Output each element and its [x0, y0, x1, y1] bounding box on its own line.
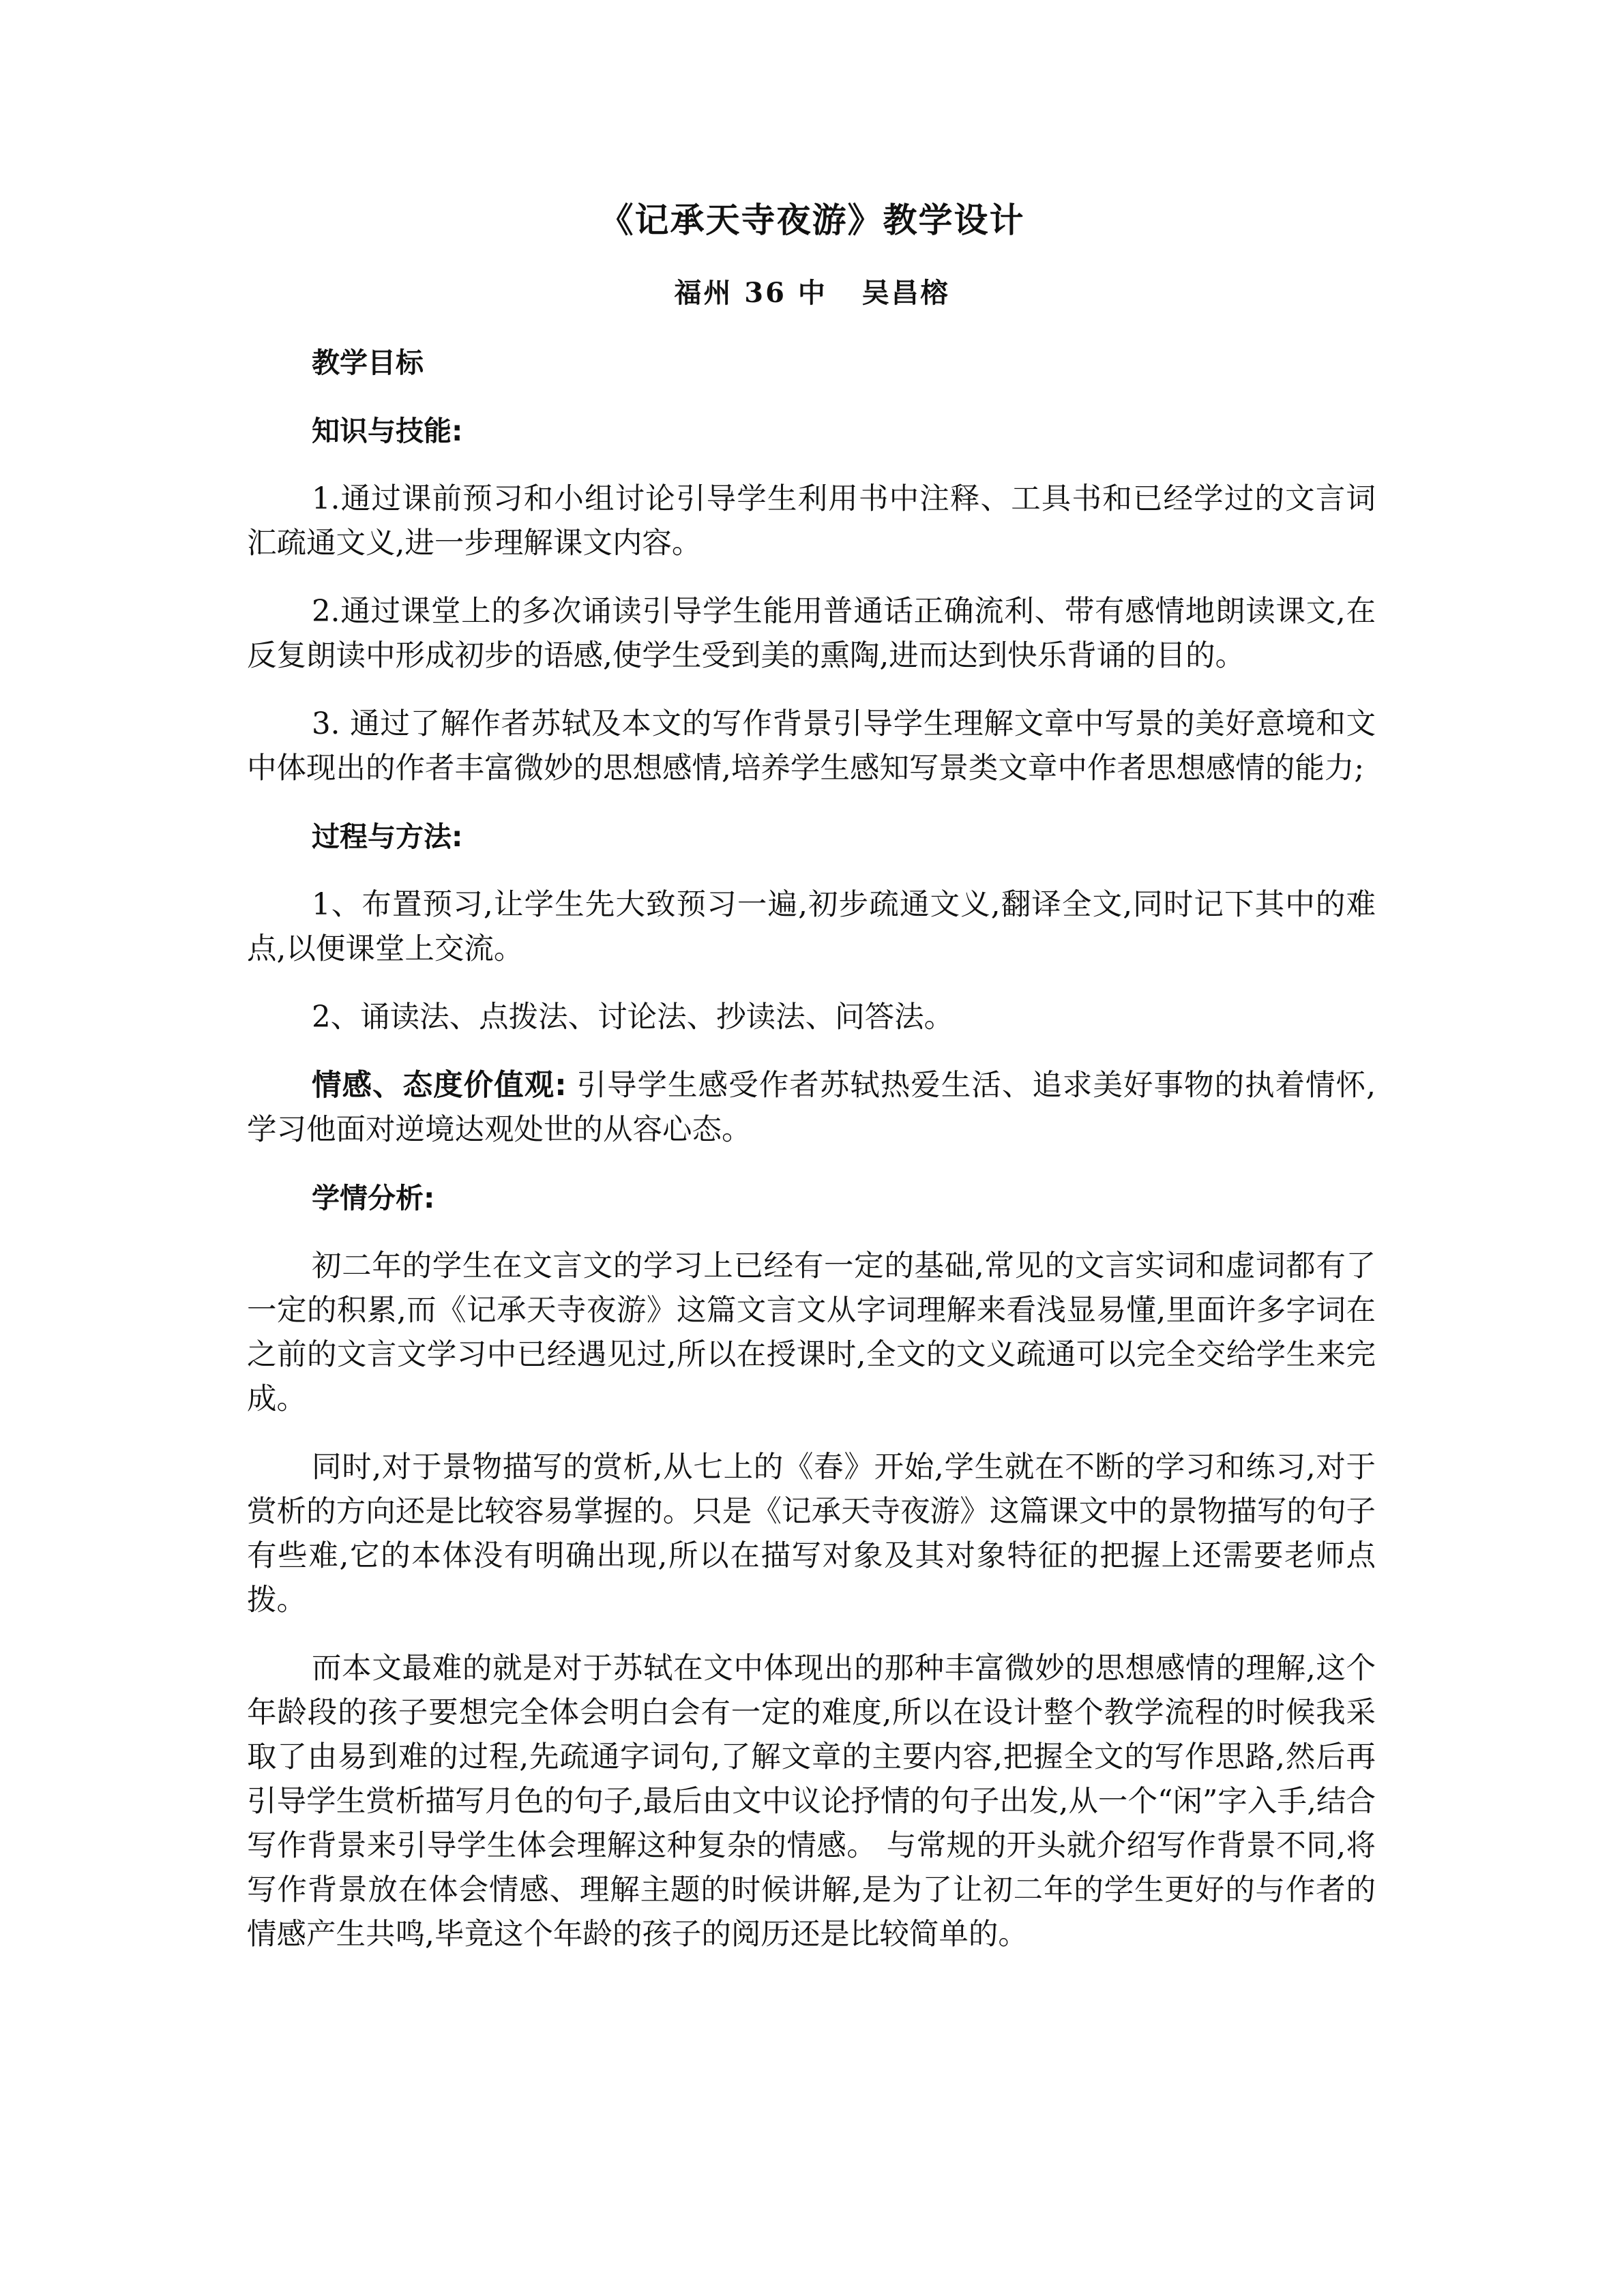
emotion-attitude-label: 情感、态度价值观:: [312, 1069, 567, 1103]
process-item-1: 1、布置预习,让学生先大致预习一遍,初步疏通文义,翻译全文,同时记下其中的难点,以便课堂上交流。: [247, 888, 1376, 966]
teaching-goals-heading: 教学目标: [312, 346, 424, 379]
emotion-attitude-text: 引导学生感受作者苏轼热爱生活、追求美好事物的执着情怀,学习他面对逆境达观处世的从容心态。: [247, 1069, 1376, 1147]
process-methods-heading: 过程与方法:: [312, 820, 463, 853]
emotion-attitude-paragraph: [247, 1064, 1376, 1152]
knowledge-item-2: 2.通过课堂上的多次诵读引导学生能用普通话正确流利、带有感情地朗读课文,在反复朗读中形成初步的语感,使学生受到美的熏陶,进而达到快乐背诵的目的。: [247, 595, 1376, 673]
document-title: 《记承天寺夜游》教学设计: [599, 200, 1025, 240]
process-item-2: 2、诵读法、点拨法、讨论法、抄读法、问答法。: [312, 1000, 954, 1034]
document-author: 福州 36 中 吴昌榕: [674, 277, 950, 309]
knowledge-item-3: 3. 通过了解作者苏轼及本文的写作背景引导学生理解文章中写景的美好意境和文中体现出的作者丰富微妙的思想感情,培养学生感知写景类文章中作者思想感情的能力;: [247, 707, 1376, 786]
analysis-paragraph-3: 而本文最难的就是对于苏轼在文中体现出的那种丰富微妙的思想感情的理解,这个年龄段的孩子要想完全体会明白会有一定的难度,所以在设计整个教学流程的时候我采取了由易到难的过程,先疏通字词句,了解文章的主要内容,把握全文的写作思路,然后再引导学生赏析描写月色的句子,最后由文中议论抒情的句子出发,从一个“闲”字入手,结合写作背景来引导学生体会理解这种复杂的情感。 与常规的开头就介绍写作背景不同,将写作背景放在体会情感、理解主题的时候讲解,是为了让初二年的学生更好的与作者的情感产生共鸣,毕竟这个年龄的孩子的阅历还是比较简单的。: [247, 1652, 1376, 1952]
knowledge-skills-heading: 知识与技能:: [312, 415, 463, 447]
analysis-paragraph-1: 初二年的学生在文言文的学习上已经有一定的基础,常见的文言实词和虚词都有了一定的积累,而《记承天寺夜游》这篇文言文从字词理解来看浅显易懂,里面许多字词在之前的文言文学习中已经遇见过,所以在授课时,全文的文义疏通可以完全交给学生来完成。: [247, 1249, 1376, 1416]
student-analysis-heading: 学情分析:: [312, 1182, 435, 1214]
document-body: [247, 341, 1376, 1981]
analysis-paragraph-2: 同时,对于景物描写的赏析,从七上的《春》开始,学生就在不断的学习和练习,对于赏析的方向还是比较容易掌握的。只是《记承天寺夜游》这篇课文中的景物描写的句子有些难,它的本体没有明确出现,所以在描写对象及其对象特征的把握上还需要老师点拨。: [247, 1450, 1376, 1617]
knowledge-item-1: 1.通过课前预习和小组讨论引导学生利用书中注释、工具书和已经学过的文言词汇疏通文义,进一步理解课文内容。: [247, 482, 1376, 561]
